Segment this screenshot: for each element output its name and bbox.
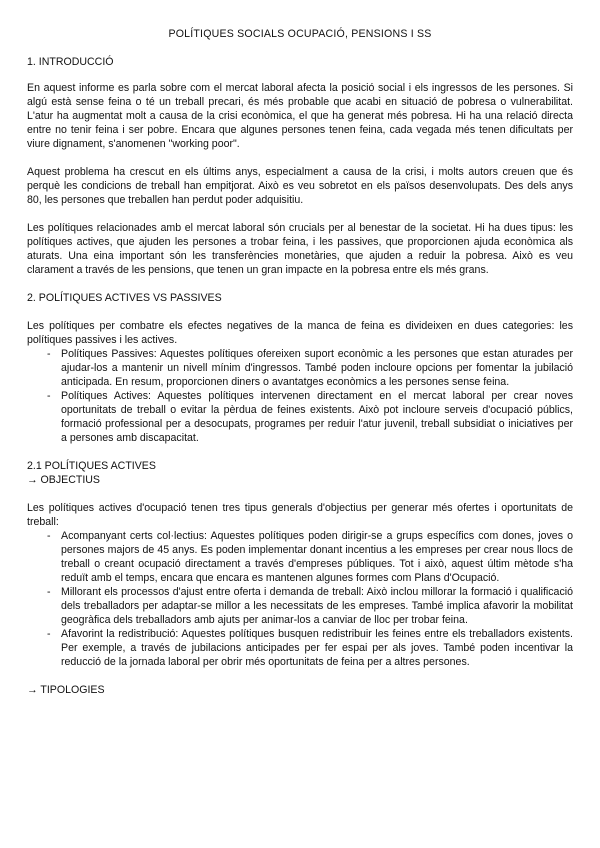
dash-bullet: - xyxy=(47,586,51,598)
list-item xyxy=(27,529,573,585)
paragraph: En aquest informe es parla sobre com el mercat laboral afecta la posició social i els ingressos de les persones. Si algú està sense feina o té un treball precari, és més probable que acabi en situació de pobresa o vulnerabilitat. L'atur ha augmentat molt a causa de la crisi econòmica, el que ha generat més pobresa. Hi ha una relació directa entre no tenir feina i ser pobre. Encara que algunes persones tenen feina, cada vegada més tenen dificultats per viure dignament, s'anomenen "working poor". xyxy=(27,82,573,150)
document-page xyxy=(27,28,573,697)
dash-bullet: - xyxy=(47,530,51,542)
list-item xyxy=(27,585,573,627)
list-item-text: Polítiques Passives: Aquestes polítiques ofereixen suport econòmic a les persones que estan aturades per ajudar-los a mantenir un nivell mínim d'ingressos. També poden incloure opcions per fomentar la jubilació anticipada. En resum, proporcionen diners o avantatges econòmics a les persones sense feina. xyxy=(61,348,573,388)
list-item-text: Polítiques Actives: Aquestes polítiques intervenen directament en el mercat laboral per crear noves oportunitats de treball o evitar la pèrdua de feines existents. Això pot incloure serveis d'ocupació públics, formació professional per a desocupats, programes per reduir l'atur juvenil, treball subsidiat o iniciatives per a persones amb discapacitat. xyxy=(61,390,573,444)
paragraph: Les polítiques actives d'ocupació tenen tres tipus generals d'objectius per generar més ofertes i oportunitats de treball: xyxy=(27,502,573,528)
dash-bullet: - xyxy=(47,628,51,640)
section-heading-introduccio: 1. INTRODUCCIÓ xyxy=(27,56,114,68)
section-heading-actives-vs-passives: 2. POLÍTIQUES ACTIVES VS PASSIVES xyxy=(27,292,222,304)
list-item-text: Afavorint la redistribució: Aquestes polítiques busquen redistribuir les feines entre els treballadors existents. Per exemple, a través de jubilacions anticipades per fer espai per als joves. També poden incentivar la reducció de la jornada laboral per obrir més oportunitats de feina per a altres persones. xyxy=(61,628,573,668)
paragraph: Aquest problema ha crescut en els últims anys, especialment a causa de la crisi, i molts autors creuen que és perquè les condicions de treball han empitjorat. Això es veu sobretot en els països desenvolupats. Des dels anys 80, les persones que treballen han perdut poder adquisitiu. xyxy=(27,166,573,206)
list-item xyxy=(27,347,573,389)
paragraph: Les polítiques relacionades amb el mercat laboral són crucials per al benestar de la societat. Hi ha dues tipus: les polítiques actives, que ajuden les persones a trobar feina, i les passives, que proporcionen ajuda econòmica als aturats. Una eina important són les transferències monetàries, que ajuden a reduir la pobresa. Això es veu clarament a través de les pensions, que tenen un gran impacte en la pobresa entre els més grans. xyxy=(27,222,573,276)
list-item-text: Millorant els processos d'ajust entre oferta i demanda de treball: Això inclou millorar la formació i qualificació dels treballadors per adaptar-se millor a les necessitats de les empreses. També implica afavorir la mobilitat geogràfica dels treballadors amb ajuts per animar-los a canviar de lloc per trobar feina. xyxy=(61,586,573,626)
paragraph: Les polítiques per combatre els efectes negatives de la manca de feina es divideixen en dues categories: les polítiques passives i les actives. xyxy=(27,320,573,346)
dash-list xyxy=(27,529,573,669)
subheading-objectius: → OBJECTIUS xyxy=(27,474,100,486)
list-item-text: Acompanyant certs col·lectius: Aquestes polítiques poden dirigir-se a grups específics com dones, joves o persones majors de 45 anys. Es poden implementar donant incentius a les empreses per crear nous llocs de treball o creant ocupació directament a través d'empreses públiques. Tot i això, aquest últim mètode s'ha reduït amb el temps, encara que encara es mantenen algunes formes com Plans d'Ocupació. xyxy=(61,530,573,584)
dash-bullet: - xyxy=(47,390,51,402)
document-title: POLÍTIQUES SOCIALS OCUPACIÓ, PENSIONS I SS xyxy=(168,28,432,40)
dash-list xyxy=(27,347,573,445)
list-item xyxy=(27,389,573,445)
list-item xyxy=(27,627,573,669)
section-heading-politiques-actives: 2.1 POLÍTIQUES ACTIVES xyxy=(27,460,156,472)
dash-bullet: - xyxy=(47,348,51,360)
subheading-tipologies: → TIPOLOGIES xyxy=(27,684,105,696)
